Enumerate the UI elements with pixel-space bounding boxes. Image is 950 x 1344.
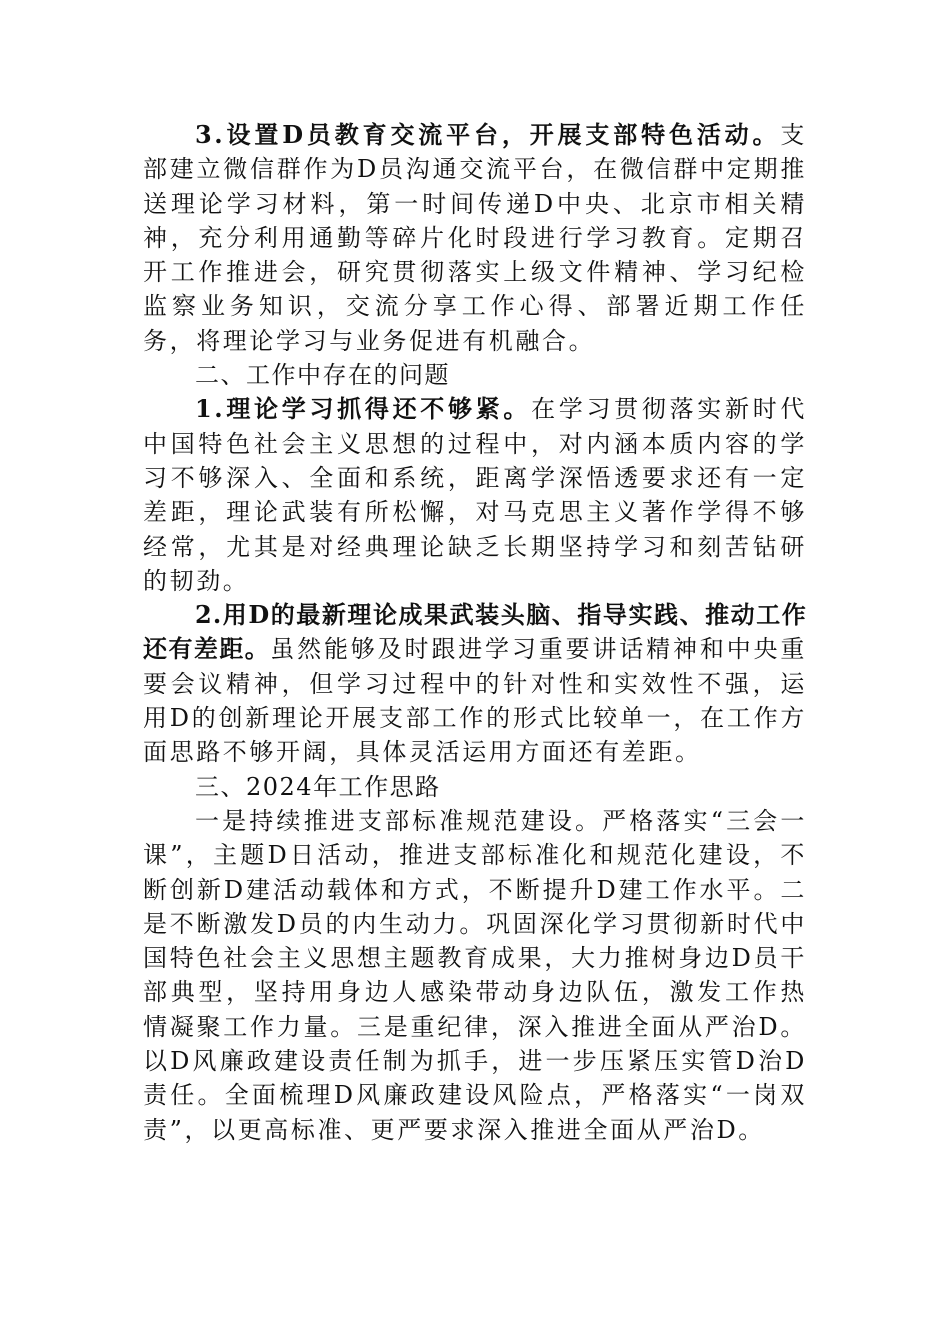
paragraph-body-theory-application: 虽然能够及时跟进学习重要讲话精神和中央重要会议精神，但学习过程中的针对性和实效性不强，运用D的创新理论开展支部工作的形式比较单一，在工作方面思路不够开阔，具体灵活运用方面还有差距。 bbox=[143, 635, 807, 767]
paragraph-lead-theory-study: 1.理论学习抓得还不够紧。 bbox=[195, 394, 532, 424]
paragraph-work-plan: 一是持续推进支部标准规范建设。严格落实“三会一课”，主题D日活动，推进支部标准化和规范化建设，不断创新D建活动载体和方式，不断提升D建工作水平。二是不断激发D员的内生动力。巩固深化学习贯彻新时代中国特色社会主义思想主题教育成果，大力推树身边D员干部典型，坚持用身边人感染带动身边队伍，激发工作热情凝聚工作力量。三是重纪律，深入推进全面从严治D。以D风廉政建设责任制为抓手，进一步压紧压实管D治D责任。全面梳理D风廉政建设风险点，严格落实“一岗双责”，以更高标准、更严要求深入推进全面从严治D。 bbox=[143, 806, 807, 1144]
paragraph-body-platform: 支部建立微信群作为D员沟通交流平台，在微信群中定期推送理论学习材料，第一时间传递D中央、北京市相关精神，充分利用通勤等碎片化时段进行学习教育。定期召开工作推进会，研究贯彻落实上级文件精神、学习纪检监察业务知识，交流分享工作心得、部署近期工作任务，将理论学习与业务促进有机融合。 bbox=[143, 121, 807, 355]
section-heading-work-plan: 三、2024年工作思路 bbox=[195, 772, 441, 801]
section-heading-problems: 二、工作中存在的问题 bbox=[195, 361, 450, 390]
paragraph-body-theory-study: 在学习贯彻落实新时代中国特色社会主义思想的过程中，对内涵本质内容的学习不够深入、全面和系统，距离学深悟透要求还有一定差距，理论武装有所松懈，对马克思主义著作学得不够经常，尤其是对经典理论缺乏长期坚持学习和刻苦钻研的韧劲。 bbox=[143, 395, 807, 595]
paragraph-theory-application bbox=[143, 598, 807, 769]
document-page bbox=[143, 118, 807, 1147]
paragraph-lead-platform: 3.设置D员教育交流平台，开展支部特色活动。 bbox=[195, 120, 781, 149]
paragraph-theory-study bbox=[143, 392, 807, 598]
paragraph-lead-theory-application: 2.用D的最新理论成果武装头脑、指导实践、推动工作还有差距。 bbox=[143, 600, 807, 664]
paragraph-platform bbox=[143, 118, 807, 358]
